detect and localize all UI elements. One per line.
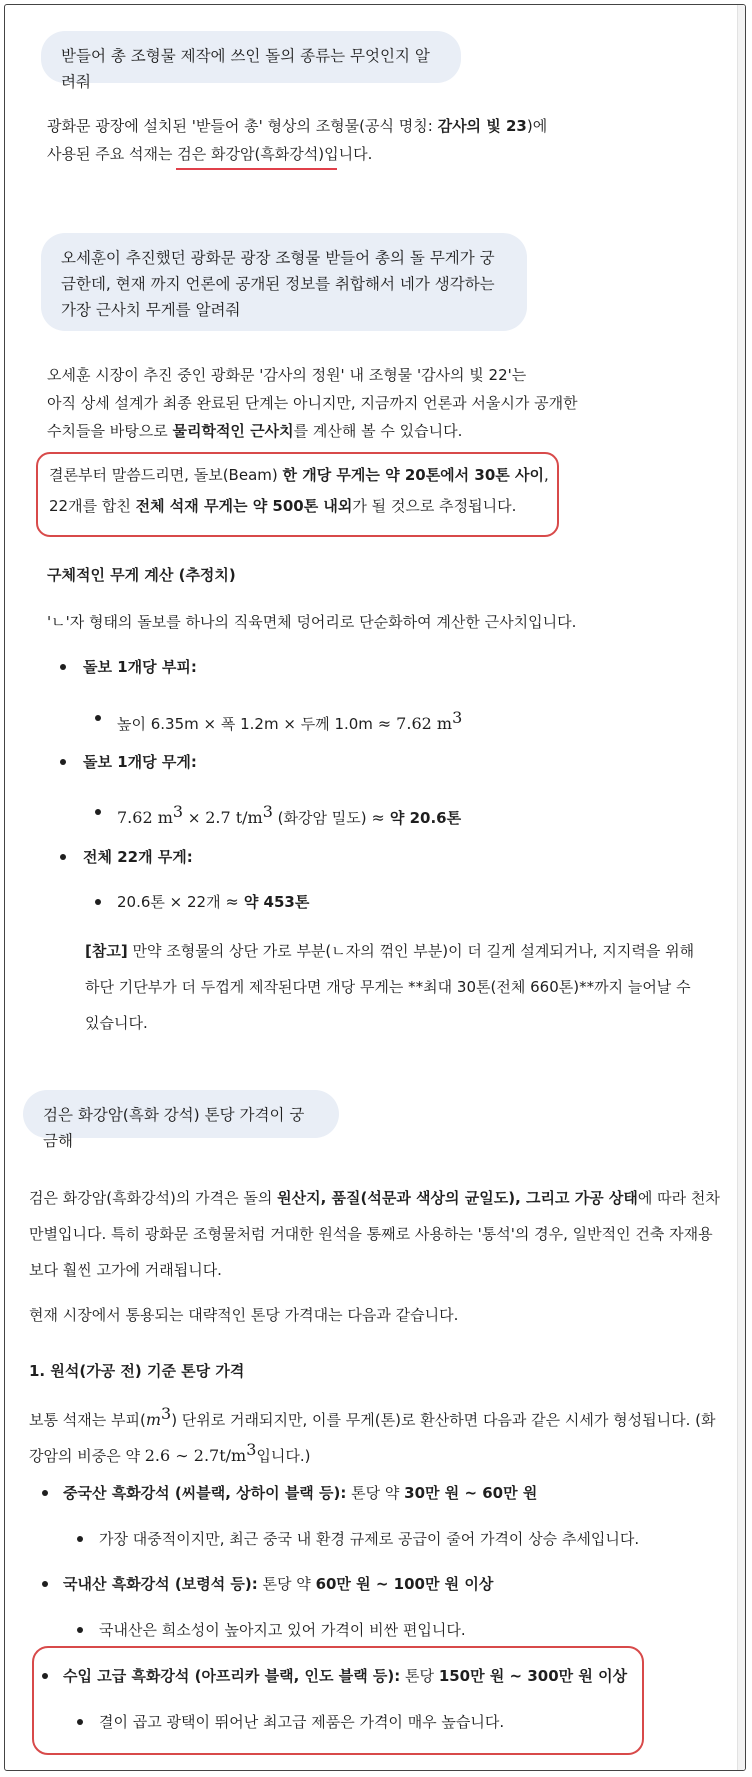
answer-1-text: 입니다. <box>324 145 373 163</box>
answer-3-text: 에 따라 천차 <box>637 1189 720 1207</box>
unit-note-text: ) 단위로 거래되지만, 이를 무게(톤)로 환산하면 다음과 같은 시세가 형성됩니다. (화 <box>171 1411 716 1429</box>
bullet <box>60 664 66 670</box>
conclusion-text: 가 될 것으로 추정됩니다. <box>352 497 517 515</box>
per-beam-weight: 한 개당 무게는 약 20톤에서 30톤 사이 <box>282 466 544 484</box>
user-message-1-text: 받들어 총 조형물 제작에 쓰인 돌의 종류는 무엇인지 알려줘 <box>61 47 430 91</box>
answer-2-text: 를 계산해 볼 수 있습니다. <box>293 422 463 440</box>
answer-3-p1-line-2: 만별입니다. 특히 광화문 조형물처럼 거대한 원석을 통째로 사용하는 '통석'의 경우, 일반적인 건축 자재용 <box>29 1225 713 1243</box>
answer-1-text: 사용된 주요 석재는 <box>47 145 178 163</box>
item-2-detail <box>117 798 461 832</box>
answer-1-line-1 <box>47 112 547 140</box>
item-1-detail-text: 높이 6.35m × 폭 1.2m × 두께 1.0m <box>117 715 378 733</box>
density-label: (화강암 밀도) <box>272 809 372 827</box>
bullet <box>95 809 101 815</box>
unit-note-text: 입니다.) <box>256 1447 311 1465</box>
exponent: 3 <box>262 802 273 821</box>
bullet <box>42 1581 48 1587</box>
total-weight: 전체 석재 무게는 약 500톤 내외 <box>135 497 353 515</box>
bullet <box>60 759 66 765</box>
note-line-3: 있습니다. <box>85 1014 148 1032</box>
scrollbar[interactable] <box>737 5 745 1770</box>
section-heading-raw-stone: 1. 원석(가공 전) 기준 톤당 가격 <box>29 1362 245 1380</box>
user-message-1 <box>41 31 461 91</box>
conclusion-line-1 <box>49 461 549 489</box>
china-granite-price: 30만 원 ~ 60만 원 <box>404 1484 538 1502</box>
calc-heading: 구체적인 무게 계산 (추정치) <box>47 566 236 584</box>
domestic-granite-label: 국내산 흑화강석 (보령석 등): <box>63 1575 258 1593</box>
highlight-underline <box>176 168 337 170</box>
unit-symbol: m <box>145 1410 161 1429</box>
price-item-import-detail: 결이 곱고 광택이 뛰어난 최고급 제품은 가격이 매우 높습니다. <box>99 1713 505 1731</box>
bullet <box>77 1627 83 1633</box>
answer-2-emphasis: 물리학적인 근사치 <box>172 422 294 440</box>
answer-3-p2: 현재 시장에서 통용되는 대략적인 톤당 가격대는 다음과 같습니다. <box>29 1306 459 1324</box>
price-item-china <box>63 1475 537 1511</box>
bullet <box>60 854 66 860</box>
answer-2-intro-line-1: 오세훈 시장이 추진 중인 광화문 '감사의 정원' 내 조형물 '감사의 빛 22'는 <box>47 366 527 384</box>
answer-2-intro-line-2: 아직 상세 설계가 최종 완료된 단계는 아니지만, 지금까지 언론과 서울시가 공개한 <box>47 394 578 412</box>
total-weight-result: 약 453톤 <box>243 893 310 911</box>
note-line-2: 하단 기단부가 더 두껍게 제작된다면 개당 무게는 **최대 30톤(전체 660톤)**까지 늘어날 수 <box>85 978 691 996</box>
answer-3-text: 검은 화강암(흑화강석)의 가격은 돌의 <box>29 1189 278 1207</box>
exponent: 3 <box>246 1440 257 1459</box>
note-line-1 <box>85 933 694 969</box>
item-3-title: 전체 22개 무게: <box>83 848 193 866</box>
user-message-3-text: 검은 화강암(흑화 강석) 톤당 가격이 궁금해 <box>43 1106 305 1150</box>
bullet <box>42 1673 48 1679</box>
bullet <box>95 715 101 721</box>
price-prefix: 톤당 약 <box>257 1575 316 1593</box>
import-granite-price: 150만 원 ~ 300만 원 이상 <box>438 1667 628 1685</box>
exponent: 3 <box>172 802 184 821</box>
user-message-3 <box>23 1090 339 1150</box>
note-text: 만약 조형물의 상단 가로 부분(ㄴ자의 꺾인 부분)이 더 길게 설계되거나, 지지력을 위해 <box>127 942 695 960</box>
item-3-detail-text: 20.6톤 × 22개 <box>117 893 226 911</box>
calc-intro: 'ㄴ'자 형태의 돌보를 하나의 직육면체 덩어리로 단순화하여 계산한 근사치입니다. <box>47 613 577 631</box>
volume-value: ≈ 7.62 m <box>377 714 453 733</box>
answer-2-intro-line-3 <box>47 417 462 445</box>
item-2-title: 돌보 1개당 무게: <box>83 753 197 771</box>
unit-note-text: 보통 석재는 부피( <box>29 1411 146 1429</box>
answer-3-p1-line-1 <box>29 1180 720 1216</box>
stone-type: 검은 화강암(흑화강석) <box>177 145 325 163</box>
gravity-range: 2.6 ∼ 2.7t/m <box>144 1446 247 1465</box>
item-1-title: 돌보 1개당 부피: <box>83 658 197 676</box>
answer-1-text: 광화문 광장에 설치된 '받들어 총' 형상의 조형물(공식 명칭: <box>47 117 438 135</box>
domestic-granite-price: 60만 원 ~ 100만 원 이상 <box>315 1575 494 1593</box>
chat-window <box>4 4 746 1771</box>
user-message-2-text: 오세훈이 추진했던 광화문 광장 조형물 받들어 총의 돌 무게가 궁금한데, 현재 까지 언론에 공개된 정보를 취합해서 네가 생각하는 가장 근사치 무게를 알려줘 <box>61 249 495 319</box>
conclusion-text: 22개를 합친 <box>49 497 136 515</box>
answer-3-p1-line-3: 보다 훨씬 고가에 거래됩니다. <box>29 1261 222 1279</box>
price-prefix: 톤당 약 <box>346 1484 405 1502</box>
sculpture-name: 감사의 빛 23 <box>437 117 527 135</box>
conclusion-line-2 <box>49 492 516 520</box>
note-tag: [참고] <box>85 942 128 960</box>
volume-term: 7.62 m <box>117 808 173 827</box>
times-sign: × <box>183 809 206 827</box>
exponent: 3 <box>452 708 463 727</box>
unit-note-line-2 <box>29 1432 311 1474</box>
unit-note-text: 강암의 비중은 약 <box>29 1447 145 1465</box>
conclusion-text: , <box>543 466 549 484</box>
item-3-detail <box>117 888 309 916</box>
answer-1-text: )에 <box>526 117 548 135</box>
bullet <box>77 1536 83 1542</box>
bullet <box>95 899 101 905</box>
bullet <box>77 1719 83 1725</box>
approx-sign: ≈ <box>371 808 390 827</box>
approx-sign: ≈ <box>225 892 244 911</box>
answer-1-line-2 <box>47 140 372 168</box>
conclusion-text: 결론부터 말씀드리면, 돌보(Beam) <box>49 466 283 484</box>
price-item-domestic-detail: 국내산은 희소성이 높아지고 있어 가격이 비싼 편입니다. <box>99 1621 466 1639</box>
user-message-2 <box>41 233 527 331</box>
bullet <box>42 1490 48 1496</box>
exponent: 3 <box>161 1404 172 1423</box>
price-factors: 원산지, 품질(석문과 색상의 균일도), 그리고 가공 상태 <box>277 1189 638 1207</box>
price-item-import <box>63 1658 627 1694</box>
answer-2-text: 수치들을 바탕으로 <box>47 422 173 440</box>
price-item-china-detail: 가장 대중적이지만, 최근 중국 내 환경 규제로 공급이 줄어 가격이 상승 추세입니다. <box>99 1530 640 1548</box>
import-granite-label: 수입 고급 흑화강석 (아프리카 블랙, 인도 블랙 등): <box>63 1667 401 1685</box>
china-granite-label: 중국산 흑화강석 (씨블랙, 상하이 블랙 등): <box>63 1484 347 1502</box>
item-1-detail <box>117 704 462 738</box>
price-item-domestic <box>63 1566 493 1602</box>
price-prefix: 톤당 <box>400 1667 439 1685</box>
density-term: 2.7 t/m <box>205 808 263 827</box>
beam-weight-result: 약 20.6톤 <box>389 809 462 827</box>
